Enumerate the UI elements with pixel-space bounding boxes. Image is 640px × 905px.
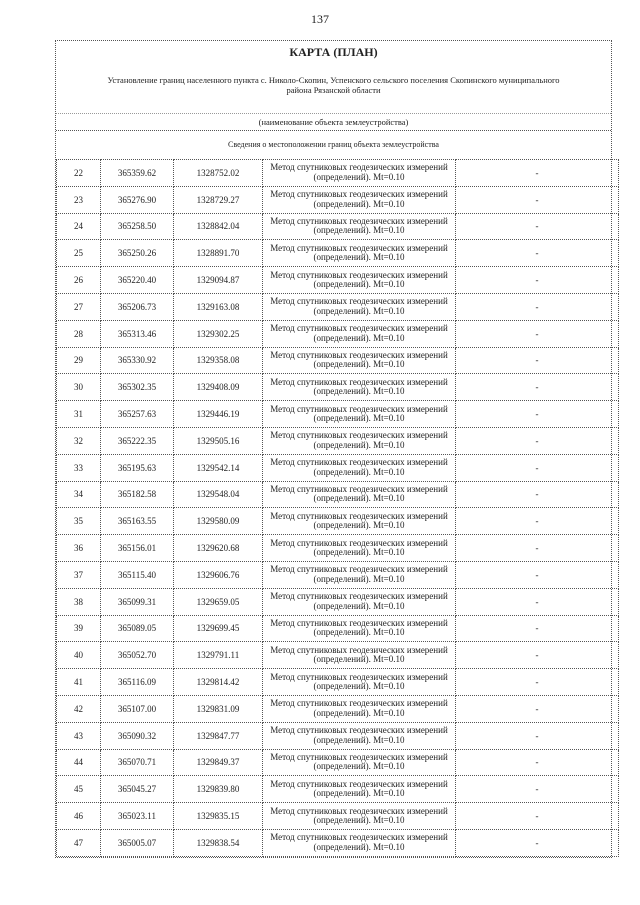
method-cell: Метод спутниковых геодезических измерений (определений). Mt=0.10 bbox=[263, 749, 456, 776]
x-coordinate-cell: 365206.73 bbox=[101, 293, 174, 320]
method-cell: Метод спутниковых геодезических измерений (определений). Mt=0.10 bbox=[263, 695, 456, 722]
y-coordinate-cell: 1329408.09 bbox=[174, 374, 263, 401]
y-coordinate-cell: 1329659.05 bbox=[174, 588, 263, 615]
method-cell: Метод спутниковых геодезических измерений (определений). Mt=0.10 bbox=[263, 401, 456, 428]
x-coordinate-cell: 365276.90 bbox=[101, 186, 174, 213]
point-number-cell: 36 bbox=[57, 535, 101, 562]
note-cell: - bbox=[456, 293, 619, 320]
y-coordinate-cell: 1329847.77 bbox=[174, 722, 263, 749]
note-cell: - bbox=[456, 374, 619, 401]
note-cell: - bbox=[456, 240, 619, 267]
table-row bbox=[57, 588, 619, 615]
table-row bbox=[57, 803, 619, 830]
x-coordinate-cell: 365302.35 bbox=[101, 374, 174, 401]
table-row bbox=[57, 722, 619, 749]
note-cell: - bbox=[456, 213, 619, 240]
x-coordinate-cell: 365156.01 bbox=[101, 535, 174, 562]
y-coordinate-cell: 1328729.27 bbox=[174, 186, 263, 213]
point-number-cell: 25 bbox=[57, 240, 101, 267]
method-cell: Метод спутниковых геодезических измерений (определений). Mt=0.10 bbox=[263, 347, 456, 374]
y-coordinate-cell: 1329505.16 bbox=[174, 427, 263, 454]
x-coordinate-cell: 365005.07 bbox=[101, 829, 174, 856]
method-cell: Метод спутниковых геодезических измерений (определений). Mt=0.10 bbox=[263, 508, 456, 535]
y-coordinate-cell: 1329446.19 bbox=[174, 401, 263, 428]
note-cell: - bbox=[456, 642, 619, 669]
table-row bbox=[57, 267, 619, 294]
table-row bbox=[57, 481, 619, 508]
point-number-cell: 26 bbox=[57, 267, 101, 294]
document-subtitle: Установление границ населенного пункта с. Николо-Скопин, Успенского сельского поселения Скопинского муниципального района Рязанской области bbox=[107, 75, 560, 95]
x-coordinate-cell: 365115.40 bbox=[101, 561, 174, 588]
point-number-cell: 37 bbox=[57, 561, 101, 588]
note-cell: - bbox=[456, 669, 619, 696]
table-row bbox=[57, 535, 619, 562]
method-cell: Метод спутниковых геодезических измерений (определений). Mt=0.10 bbox=[263, 561, 456, 588]
table-row bbox=[57, 240, 619, 267]
table-row bbox=[57, 160, 619, 187]
note-cell: - bbox=[456, 481, 619, 508]
point-number-cell: 40 bbox=[57, 642, 101, 669]
method-cell: Метод спутниковых геодезических измерений (определений). Mt=0.10 bbox=[263, 535, 456, 562]
note-cell: - bbox=[456, 535, 619, 562]
x-coordinate-cell: 365089.05 bbox=[101, 615, 174, 642]
table-row bbox=[57, 776, 619, 803]
y-coordinate-cell: 1329814.42 bbox=[174, 669, 263, 696]
method-cell: Метод спутниковых геодезических измерений (определений). Mt=0.10 bbox=[263, 642, 456, 669]
y-coordinate-cell: 1329094.87 bbox=[174, 267, 263, 294]
point-number-cell: 33 bbox=[57, 454, 101, 481]
x-coordinate-cell: 365195.63 bbox=[101, 454, 174, 481]
x-coordinate-cell: 365313.46 bbox=[101, 320, 174, 347]
y-coordinate-cell: 1329548.04 bbox=[174, 481, 263, 508]
method-cell: Метод спутниковых геодезических измерений (определений). Mt=0.10 bbox=[263, 293, 456, 320]
coordinates-table bbox=[56, 159, 619, 857]
point-number-cell: 47 bbox=[57, 829, 101, 856]
point-number-cell: 34 bbox=[57, 481, 101, 508]
note-cell: - bbox=[456, 401, 619, 428]
method-cell: Метод спутниковых геодезических измерений (определений). Mt=0.10 bbox=[263, 829, 456, 856]
point-number-cell: 30 bbox=[57, 374, 101, 401]
table-row bbox=[57, 454, 619, 481]
x-coordinate-cell: 365116.09 bbox=[101, 669, 174, 696]
method-cell: Метод спутниковых геодезических измерений (определений). Mt=0.10 bbox=[263, 722, 456, 749]
y-coordinate-cell: 1329620.68 bbox=[174, 535, 263, 562]
x-coordinate-cell: 365182.58 bbox=[101, 481, 174, 508]
object-caption: (наименование объекта землеустройства) bbox=[56, 113, 611, 130]
note-cell: - bbox=[456, 803, 619, 830]
y-coordinate-cell: 1328891.70 bbox=[174, 240, 263, 267]
table-row bbox=[57, 347, 619, 374]
method-cell: Метод спутниковых геодезических измерений (определений). Mt=0.10 bbox=[263, 427, 456, 454]
note-cell: - bbox=[456, 454, 619, 481]
note-cell: - bbox=[456, 267, 619, 294]
note-cell: - bbox=[456, 347, 619, 374]
method-cell: Метод спутниковых геодезических измерений (определений). Mt=0.10 bbox=[263, 588, 456, 615]
y-coordinate-cell: 1329831.09 bbox=[174, 695, 263, 722]
point-number-cell: 41 bbox=[57, 669, 101, 696]
method-cell: Метод спутниковых геодезических измерений (определений). Mt=0.10 bbox=[263, 267, 456, 294]
x-coordinate-cell: 365258.50 bbox=[101, 213, 174, 240]
y-coordinate-cell: 1328842.04 bbox=[174, 213, 263, 240]
x-coordinate-cell: 365250.26 bbox=[101, 240, 174, 267]
document-sheet bbox=[55, 40, 612, 858]
point-number-cell: 43 bbox=[57, 722, 101, 749]
x-coordinate-cell: 365023.11 bbox=[101, 803, 174, 830]
point-number-cell: 22 bbox=[57, 160, 101, 187]
y-coordinate-cell: 1329791.11 bbox=[174, 642, 263, 669]
method-cell: Метод спутниковых геодезических измерений (определений). Mt=0.10 bbox=[263, 454, 456, 481]
table-row bbox=[57, 642, 619, 669]
table-row bbox=[57, 427, 619, 454]
coordinates-table-body bbox=[57, 160, 619, 857]
note-cell: - bbox=[456, 615, 619, 642]
point-number-cell: 23 bbox=[57, 186, 101, 213]
method-cell: Метод спутниковых геодезических измерений (определений). Mt=0.10 bbox=[263, 213, 456, 240]
x-coordinate-cell: 365257.63 bbox=[101, 401, 174, 428]
table-row bbox=[57, 374, 619, 401]
point-number-cell: 31 bbox=[57, 401, 101, 428]
method-cell: Метод спутниковых геодезических измерений (определений). Mt=0.10 bbox=[263, 776, 456, 803]
point-number-cell: 38 bbox=[57, 588, 101, 615]
y-coordinate-cell: 1329838.54 bbox=[174, 829, 263, 856]
x-coordinate-cell: 365070.71 bbox=[101, 749, 174, 776]
method-cell: Метод спутниковых геодезических измерений (определений). Mt=0.10 bbox=[263, 669, 456, 696]
table-row bbox=[57, 186, 619, 213]
point-number-cell: 29 bbox=[57, 347, 101, 374]
x-coordinate-cell: 365359.62 bbox=[101, 160, 174, 187]
x-coordinate-cell: 365163.55 bbox=[101, 508, 174, 535]
method-cell: Метод спутниковых геодезических измерений (определений). Mt=0.10 bbox=[263, 160, 456, 187]
y-coordinate-cell: 1329163.08 bbox=[174, 293, 263, 320]
y-coordinate-cell: 1329580.09 bbox=[174, 508, 263, 535]
table-row bbox=[57, 669, 619, 696]
table-row bbox=[57, 561, 619, 588]
method-cell: Метод спутниковых геодезических измерений (определений). Mt=0.10 bbox=[263, 320, 456, 347]
note-cell: - bbox=[456, 561, 619, 588]
y-coordinate-cell: 1329849.37 bbox=[174, 749, 263, 776]
y-coordinate-cell: 1329699.45 bbox=[174, 615, 263, 642]
note-cell: - bbox=[456, 695, 619, 722]
method-cell: Метод спутниковых геодезических измерений (определений). Mt=0.10 bbox=[263, 186, 456, 213]
x-coordinate-cell: 365052.70 bbox=[101, 642, 174, 669]
method-cell: Метод спутниковых геодезических измерений (определений). Mt=0.10 bbox=[263, 240, 456, 267]
point-number-cell: 42 bbox=[57, 695, 101, 722]
y-coordinate-cell: 1329358.08 bbox=[174, 347, 263, 374]
note-cell: - bbox=[456, 427, 619, 454]
table-row bbox=[57, 695, 619, 722]
table-row bbox=[57, 293, 619, 320]
x-coordinate-cell: 365045.27 bbox=[101, 776, 174, 803]
y-coordinate-cell: 1329302.25 bbox=[174, 320, 263, 347]
method-cell: Метод спутниковых геодезических измерений (определений). Mt=0.10 bbox=[263, 374, 456, 401]
method-cell: Метод спутниковых геодезических измерений (определений). Mt=0.10 bbox=[263, 803, 456, 830]
table-row bbox=[57, 213, 619, 240]
x-coordinate-cell: 365220.40 bbox=[101, 267, 174, 294]
note-cell: - bbox=[456, 776, 619, 803]
table-row bbox=[57, 615, 619, 642]
method-cell: Метод спутниковых геодезических измерений (определений). Mt=0.10 bbox=[263, 481, 456, 508]
point-number-cell: 32 bbox=[57, 427, 101, 454]
y-coordinate-cell: 1329542.14 bbox=[174, 454, 263, 481]
section-caption: Сведения о местоположении границ объекта землеустройства bbox=[228, 140, 439, 149]
method-cell: Метод спутниковых геодезических измерений (определений). Mt=0.10 bbox=[263, 615, 456, 642]
note-cell: - bbox=[456, 186, 619, 213]
x-coordinate-cell: 365107.00 bbox=[101, 695, 174, 722]
document-header bbox=[56, 41, 611, 131]
table-row bbox=[57, 749, 619, 776]
table-row bbox=[57, 401, 619, 428]
y-coordinate-cell: 1328752.02 bbox=[174, 160, 263, 187]
table-row bbox=[57, 508, 619, 535]
point-number-cell: 45 bbox=[57, 776, 101, 803]
document-title: КАРТА (ПЛАН) bbox=[289, 45, 378, 59]
point-number-cell: 44 bbox=[57, 749, 101, 776]
x-coordinate-cell: 365090.32 bbox=[101, 722, 174, 749]
point-number-cell: 24 bbox=[57, 213, 101, 240]
point-number-cell: 35 bbox=[57, 508, 101, 535]
point-number-cell: 27 bbox=[57, 293, 101, 320]
x-coordinate-cell: 365099.31 bbox=[101, 588, 174, 615]
point-number-cell: 28 bbox=[57, 320, 101, 347]
note-cell: - bbox=[456, 829, 619, 856]
point-number-cell: 39 bbox=[57, 615, 101, 642]
note-cell: - bbox=[456, 722, 619, 749]
y-coordinate-cell: 1329839.80 bbox=[174, 776, 263, 803]
x-coordinate-cell: 365330.92 bbox=[101, 347, 174, 374]
note-cell: - bbox=[456, 588, 619, 615]
note-cell: - bbox=[456, 749, 619, 776]
note-cell: - bbox=[456, 160, 619, 187]
table-row bbox=[57, 829, 619, 856]
y-coordinate-cell: 1329606.76 bbox=[174, 561, 263, 588]
page-number: 137 bbox=[311, 12, 329, 26]
note-cell: - bbox=[456, 320, 619, 347]
point-number-cell: 46 bbox=[57, 803, 101, 830]
table-row bbox=[57, 320, 619, 347]
note-cell: - bbox=[456, 508, 619, 535]
y-coordinate-cell: 1329835.15 bbox=[174, 803, 263, 830]
x-coordinate-cell: 365222.35 bbox=[101, 427, 174, 454]
